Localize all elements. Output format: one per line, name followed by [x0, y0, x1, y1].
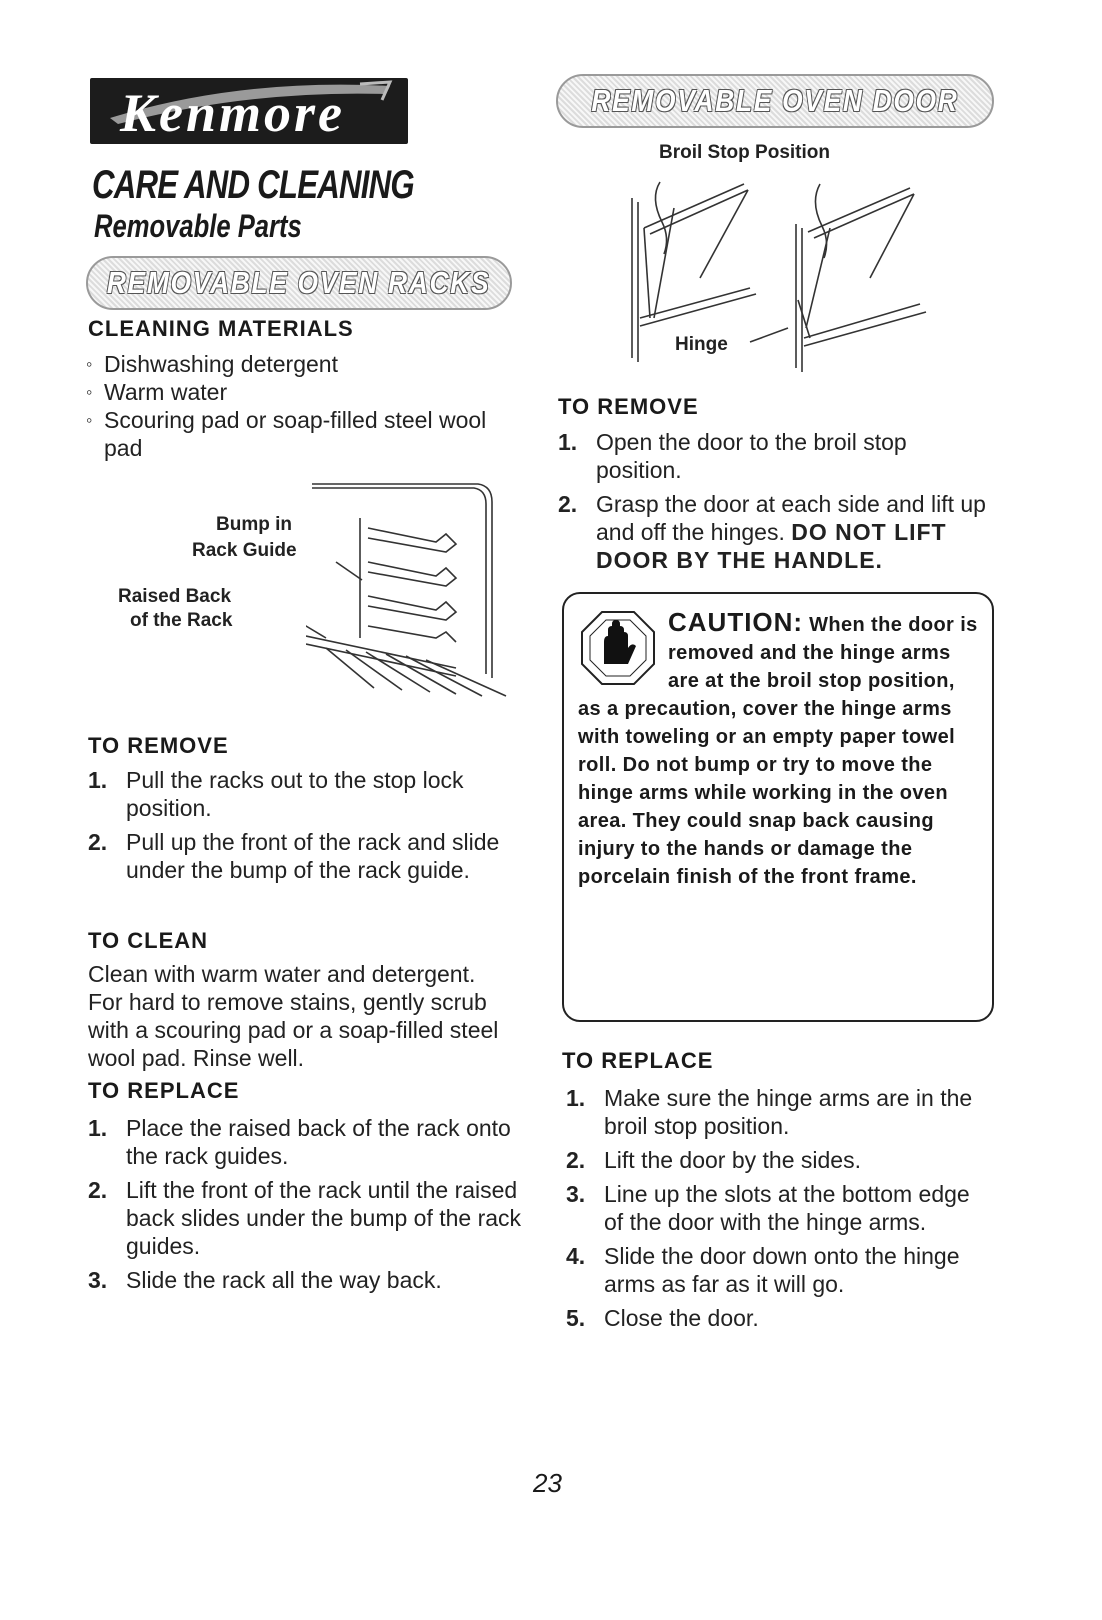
bullet-icon: ◦ — [86, 354, 93, 374]
oven-door-illustration — [620, 168, 936, 382]
step-item: 3. Line up the slots at the bottom edge of the door with the hinge arms. — [566, 1181, 970, 1235]
door-replace-heading: TO REPLACE — [562, 1048, 714, 1073]
label-rack-guide: Rack Guide — [192, 540, 297, 561]
door-remove-steps — [558, 428, 998, 574]
step-item: 1. Pull the racks out to the stop lock position. — [88, 767, 464, 821]
racks-remove-heading: TO REMOVE — [88, 733, 229, 758]
label-bump-in: Bump in — [216, 514, 292, 535]
racks-replace-heading: TO REPLACE — [88, 1078, 240, 1103]
logo-text: Kenmore — [120, 83, 346, 143]
step-item: 3. Slide the rack all the way back. — [88, 1267, 442, 1293]
bullet-icon: ◦ — [86, 410, 93, 430]
label-broil-stop-position: Broil Stop Position — [659, 142, 830, 163]
page-number: 23 — [533, 1468, 562, 1498]
door-replace-steps — [566, 1084, 994, 1332]
stop-hand-icon — [578, 608, 658, 688]
label-hinge: Hinge — [675, 334, 728, 355]
bullet-icon: ◦ — [86, 382, 93, 402]
section-subtitle: Removable Parts — [94, 208, 302, 244]
racks-banner — [86, 256, 512, 310]
section-title: CARE AND CLEANING — [92, 163, 414, 207]
door-remove-heading: TO REMOVE — [558, 394, 699, 419]
racks-banner-text: REMOVABLE OVEN RACKS — [107, 265, 491, 300]
racks-clean-heading: TO CLEAN — [88, 928, 209, 953]
caution-box — [562, 592, 994, 1022]
caution-title: CAUTION: — [668, 607, 804, 637]
step-item: 2. Lift the front of the rack until the raised back slides under the bump of the rack guides. — [88, 1177, 522, 1259]
step-item: 5. Close the door. — [566, 1305, 759, 1331]
step-item: 2. Grasp the door at each side and lift up and off the hinges. DO NOT LIFT DOOR BY THE HANDLE. — [558, 491, 986, 573]
step-item: 4. Slide the door down onto the hinge arms as far as it will go. — [566, 1243, 960, 1297]
kenmore-logo — [90, 78, 408, 144]
list-item: ◦ Scouring pad or soap-filled steel wool pad — [86, 407, 487, 461]
materials-heading: CLEANING MATERIALS — [88, 316, 354, 341]
step-item: 1. Make sure the hinge arms are in the broil stop position. — [566, 1085, 973, 1139]
list-item: ◦ Warm water — [86, 379, 228, 405]
racks-clean-text: Clean with warm water and detergent. For hard to remove stains, gently scrub with a scouring pad or a soap-filled steel wool pad. Rinse well. — [88, 961, 499, 1071]
racks-replace-steps — [88, 1114, 524, 1294]
label-raised-back: Raised Back — [118, 586, 232, 607]
door-banner — [556, 74, 994, 128]
step-item: 2. Lift the door by the sides. — [566, 1147, 861, 1173]
label-of-the-rack: of the Rack — [130, 610, 233, 631]
rack-guide-illustration — [306, 478, 520, 700]
warning-emphasis: DO NOT LIFT DOOR BY THE HANDLE. — [596, 519, 947, 573]
materials-list — [86, 350, 506, 462]
step-item: 1. Open the door to the broil stop position. — [558, 429, 907, 483]
racks-remove-steps — [88, 766, 508, 884]
step-item: 2. Pull up the front of the rack and slide under the bump of the rack guide. — [88, 829, 500, 883]
step-item: 1. Place the raised back of the rack onto the rack guides. — [88, 1115, 511, 1169]
list-item: ◦ Dishwashing detergent — [86, 351, 338, 377]
door-banner-text: REMOVABLE OVEN DOOR — [591, 83, 959, 118]
caution-body: When the door is removed and the hinge arms are at the broil stop position, as a precaution, cover the hinge arms with toweling or an empty paper towel roll. Do not bump or try to move the hinge arms while working in the oven area. They could snap back causing injury to the hands or damage the porcelain finish of the front frame. — [578, 614, 978, 888]
